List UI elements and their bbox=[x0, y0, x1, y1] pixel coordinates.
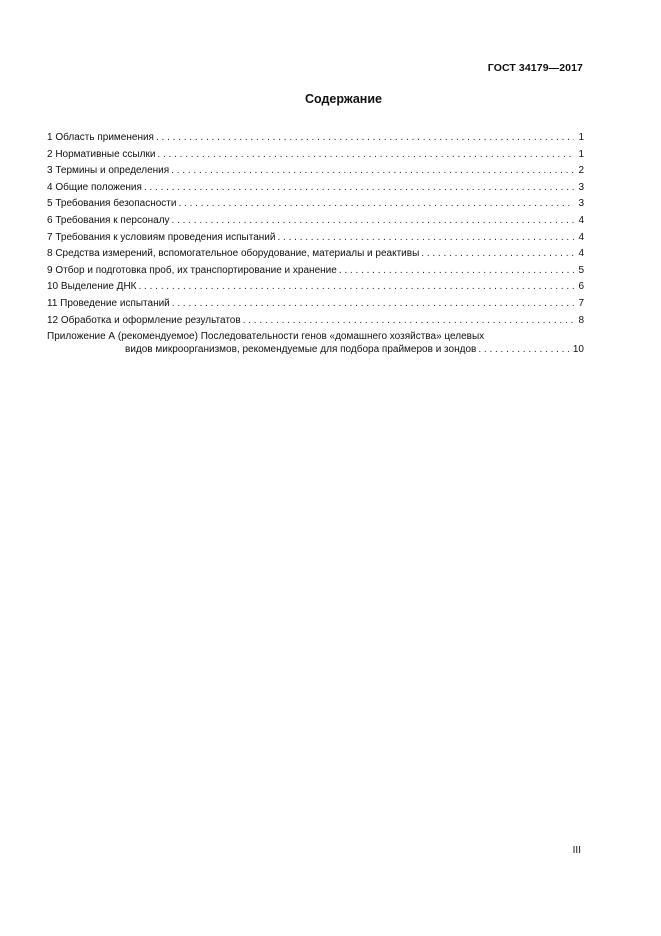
toc-entry-page: 6 bbox=[578, 281, 584, 293]
toc-entry-page: 2 bbox=[578, 165, 584, 177]
toc-entry-title: 12 Обработка и оформление результатов bbox=[47, 314, 241, 326]
dot-leader bbox=[421, 246, 574, 263]
toc-entry-title: 4 Общие положения bbox=[47, 181, 142, 193]
dot-leader bbox=[478, 343, 569, 356]
toc-entry-10[interactable] bbox=[47, 279, 584, 296]
table-of-contents bbox=[47, 130, 584, 356]
toc-entry-4[interactable] bbox=[47, 180, 584, 197]
toc-entry-page: 7 bbox=[578, 297, 584, 309]
toc-entry-7[interactable] bbox=[47, 230, 584, 247]
dot-leader bbox=[172, 213, 574, 230]
toc-entry-12[interactable] bbox=[47, 313, 584, 330]
toc-entry-page: 4 bbox=[578, 248, 584, 260]
appendix-title-continuation: видов микроорганизмов, рекомендуемые для подбора праймеров и зондов bbox=[125, 344, 477, 356]
toc-entry-title: 5 Требования безопасности bbox=[47, 198, 177, 210]
toc-entry-title: 6 Требования к персоналу bbox=[47, 214, 170, 226]
appendix-title-line-2 bbox=[47, 343, 584, 356]
appendix-page: 10 bbox=[572, 344, 584, 356]
toc-title: Содержание bbox=[304, 92, 382, 106]
toc-entry-page: 5 bbox=[578, 264, 584, 276]
dot-leader bbox=[144, 180, 574, 197]
toc-entry-page: 1 bbox=[578, 148, 584, 160]
dot-leader bbox=[243, 313, 574, 330]
page-number: III bbox=[572, 845, 581, 856]
toc-entry-page: 4 bbox=[578, 231, 584, 243]
toc-entry-5[interactable] bbox=[47, 196, 584, 213]
dot-leader bbox=[178, 196, 574, 213]
toc-entry-page: 3 bbox=[578, 198, 584, 210]
toc-entry-page: 1 bbox=[578, 132, 584, 143]
toc-entry-title: 9 Отбор и подготовка проб, их транспортирование и хранение bbox=[47, 264, 337, 276]
dot-leader bbox=[171, 163, 574, 180]
toc-entry-title: 8 Средства измерений, вспомогательное оборудование, материалы и реактивы bbox=[47, 248, 420, 260]
document-code: ГОСТ 34179—2017 bbox=[487, 62, 583, 74]
toc-entry-3[interactable] bbox=[47, 163, 584, 180]
dot-leader bbox=[156, 130, 574, 147]
toc-entry-11[interactable] bbox=[47, 296, 584, 313]
dot-leader bbox=[277, 230, 574, 247]
dot-leader bbox=[139, 279, 575, 296]
toc-entry-6[interactable] bbox=[47, 213, 584, 230]
toc-entry-2[interactable] bbox=[47, 147, 584, 164]
toc-entry-title: 2 Нормативные ссылки bbox=[47, 148, 156, 160]
toc-entry-1[interactable] bbox=[47, 130, 584, 147]
dot-leader bbox=[157, 147, 574, 164]
toc-entry-title: 7 Требования к условиям проведения испытаний bbox=[47, 231, 276, 243]
appendix-title-line-1: Приложение А (рекомендуемое) Последовательности генов «домашнего хозяйства» целевых bbox=[47, 331, 485, 343]
toc-entry-page: 3 bbox=[578, 181, 584, 193]
toc-entry-9[interactable] bbox=[47, 263, 584, 280]
toc-entry-title: 10 Выделение ДНК bbox=[47, 281, 137, 293]
toc-entry-title: 3 Термины и определения bbox=[47, 165, 170, 177]
toc-entry-title: 1 Область применения bbox=[47, 132, 154, 143]
toc-entry-page: 8 bbox=[578, 314, 584, 326]
toc-entry-8[interactable] bbox=[47, 246, 584, 263]
toc-entry-title: 11 Проведение испытаний bbox=[47, 297, 170, 309]
dot-leader bbox=[339, 263, 574, 280]
toc-entry-page: 4 bbox=[578, 214, 584, 226]
dot-leader bbox=[172, 296, 574, 313]
toc-entry-appendix-a[interactable] bbox=[47, 330, 584, 356]
